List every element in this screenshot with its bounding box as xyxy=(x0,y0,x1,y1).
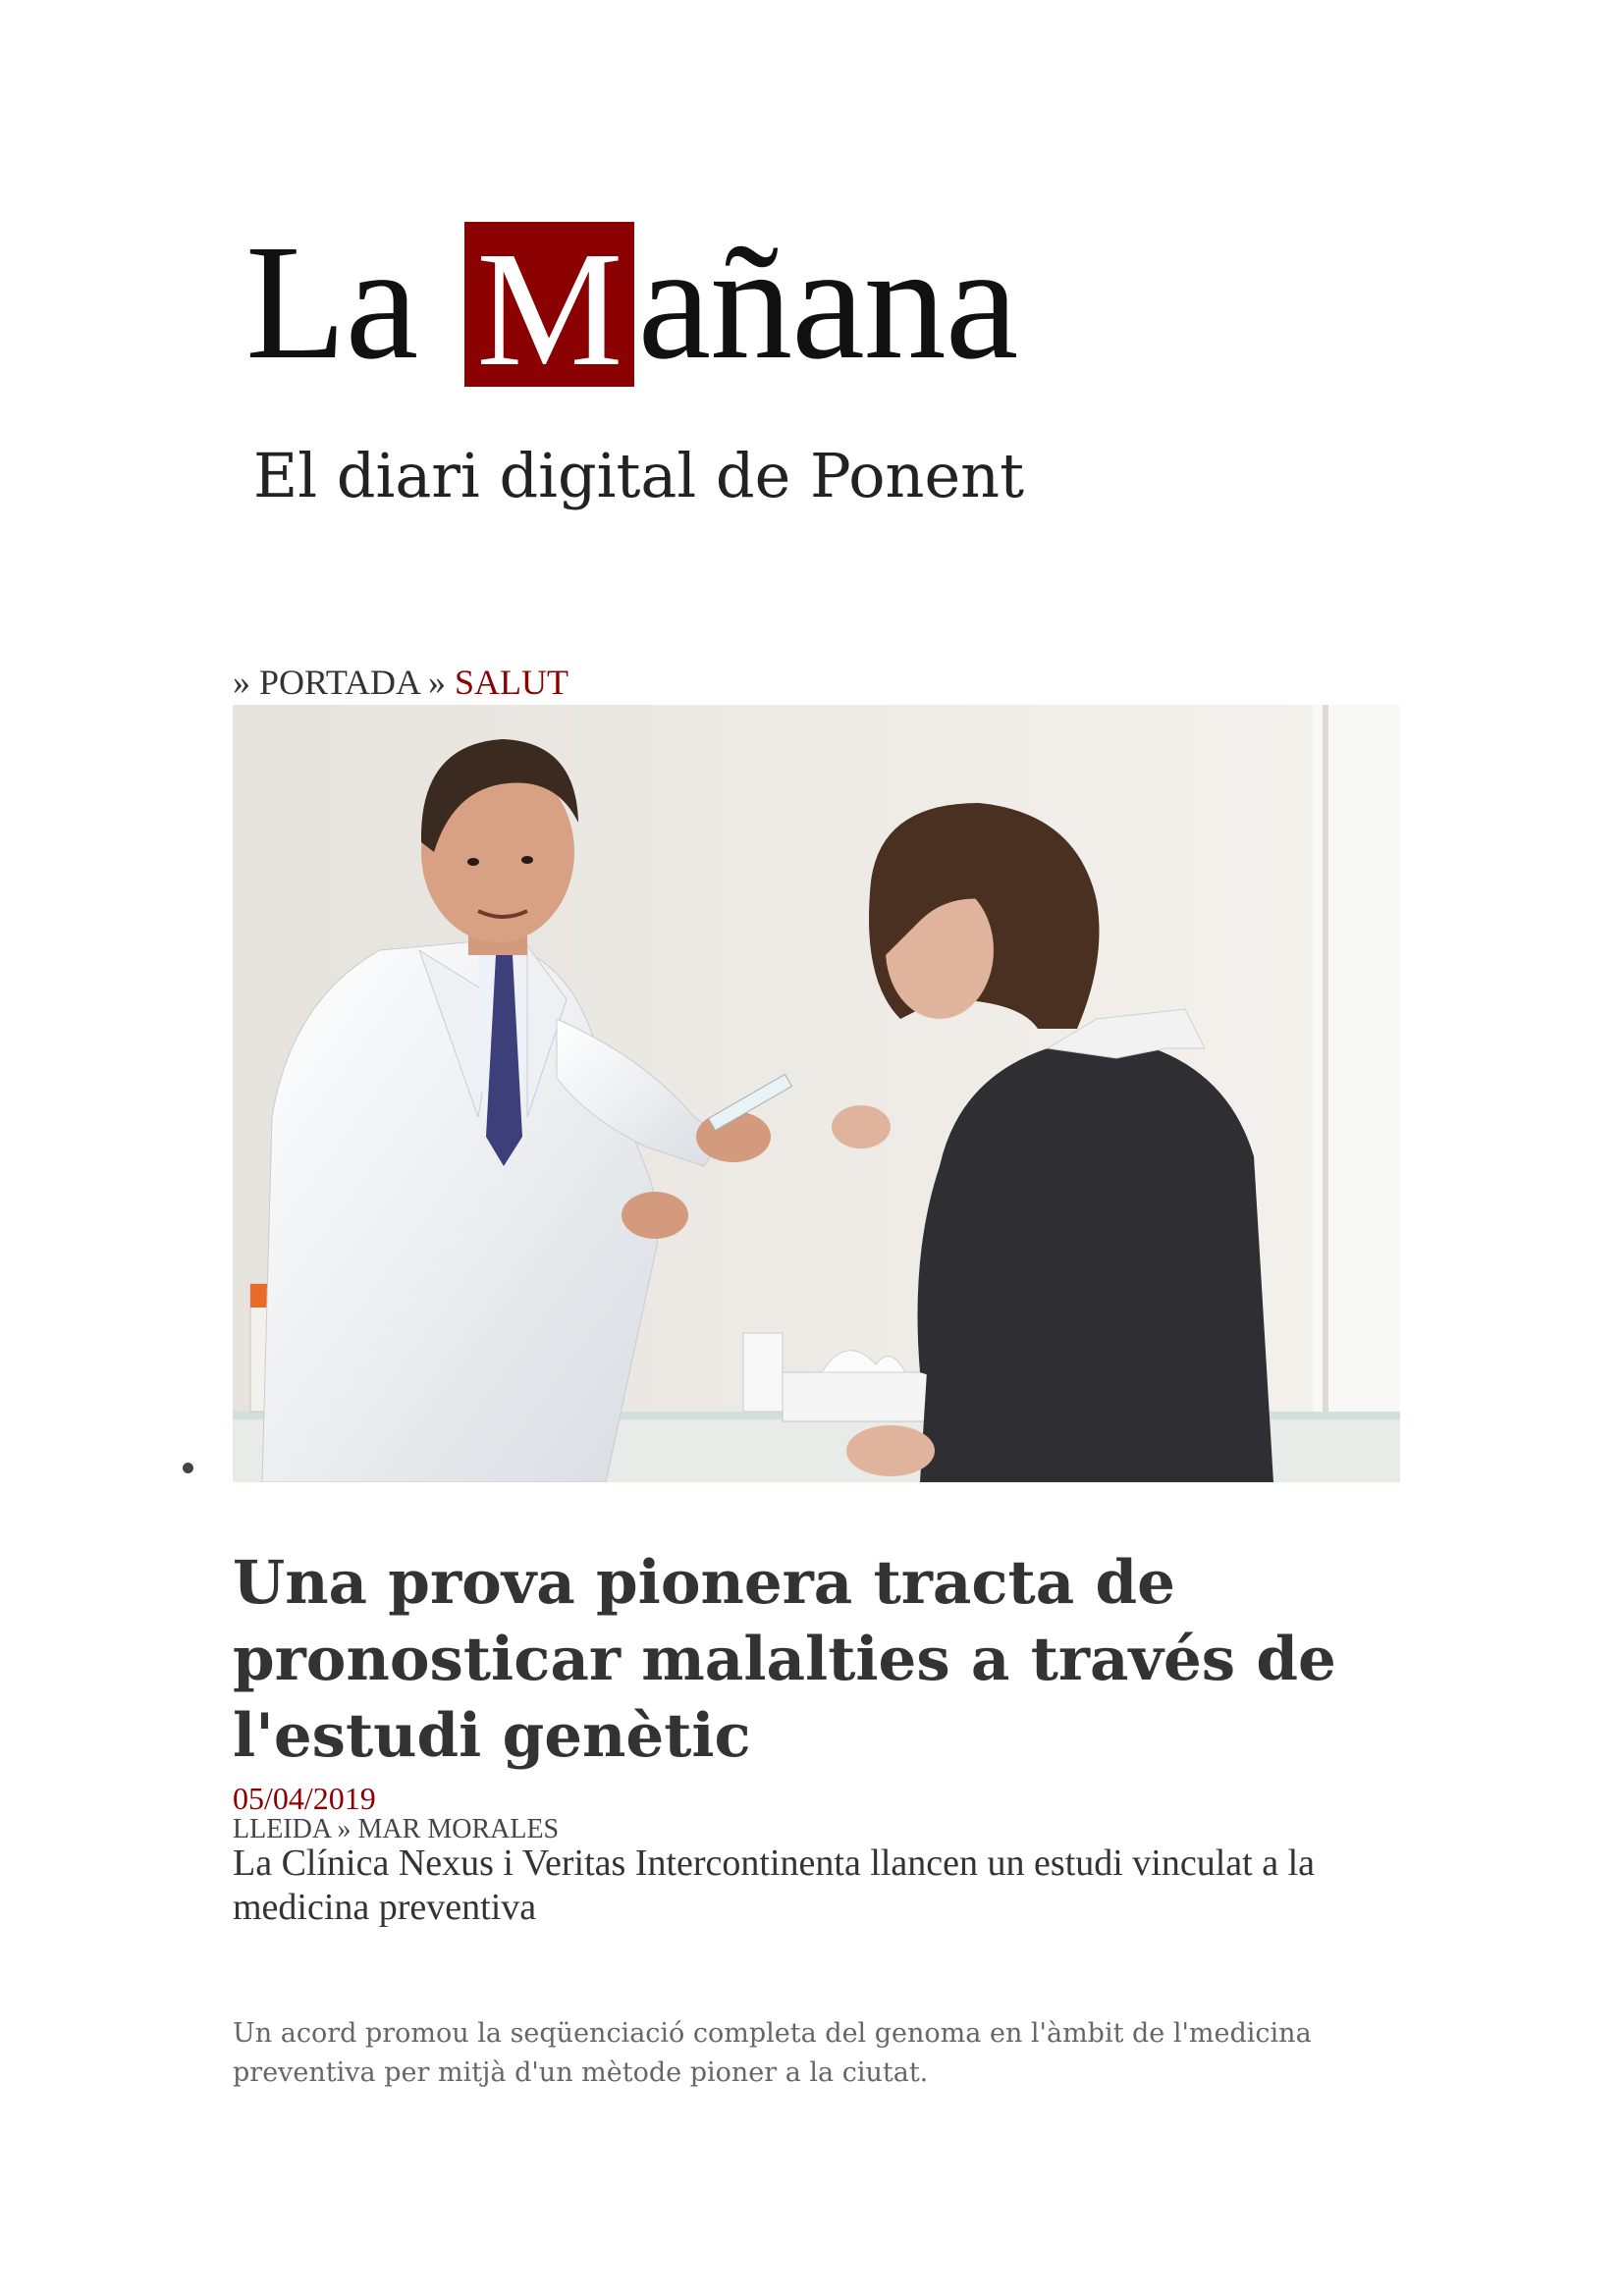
breadcrumb xyxy=(233,662,568,703)
breadcrumb-separator: » xyxy=(427,663,446,702)
logo-suffix: añana xyxy=(637,211,1018,394)
masthead-tagline: El diari digital de Ponent xyxy=(253,440,1024,511)
breadcrumb-home-link[interactable]: PORTADA xyxy=(259,663,419,702)
article-hero-image xyxy=(233,705,1400,1482)
article-byline: LLEIDA » MAR MORALES xyxy=(233,1814,560,1844)
list-bullet-icon xyxy=(183,1463,193,1473)
logo-wordmark xyxy=(245,211,1018,400)
article-date: 05/04/2019 xyxy=(233,1781,376,1816)
article-subtitle: La Clínica Nexus i Veritas Intercontinenta llancen un estudi vinculat a la medicina preventiva xyxy=(233,1842,1315,1928)
article-headline: Una prova pionera tracta de pronosticar malalties a través de l'estudi genètic xyxy=(233,1548,1336,1771)
masthead-logo[interactable] xyxy=(245,211,1018,414)
breadcrumb-section-link[interactable]: SALUT xyxy=(454,663,568,702)
article-lead: Un acord promou la seqüenciació completa del genoma en l'àmbit de l'medicina preventiva per mitjà d'un mètode pioner a la ciutat. xyxy=(233,2018,1312,2088)
logo-prefix: La xyxy=(245,211,418,394)
logo-highlight-box: M xyxy=(464,222,633,387)
photo-doctor-patient xyxy=(233,705,1400,1482)
breadcrumb-separator: » xyxy=(233,663,250,702)
